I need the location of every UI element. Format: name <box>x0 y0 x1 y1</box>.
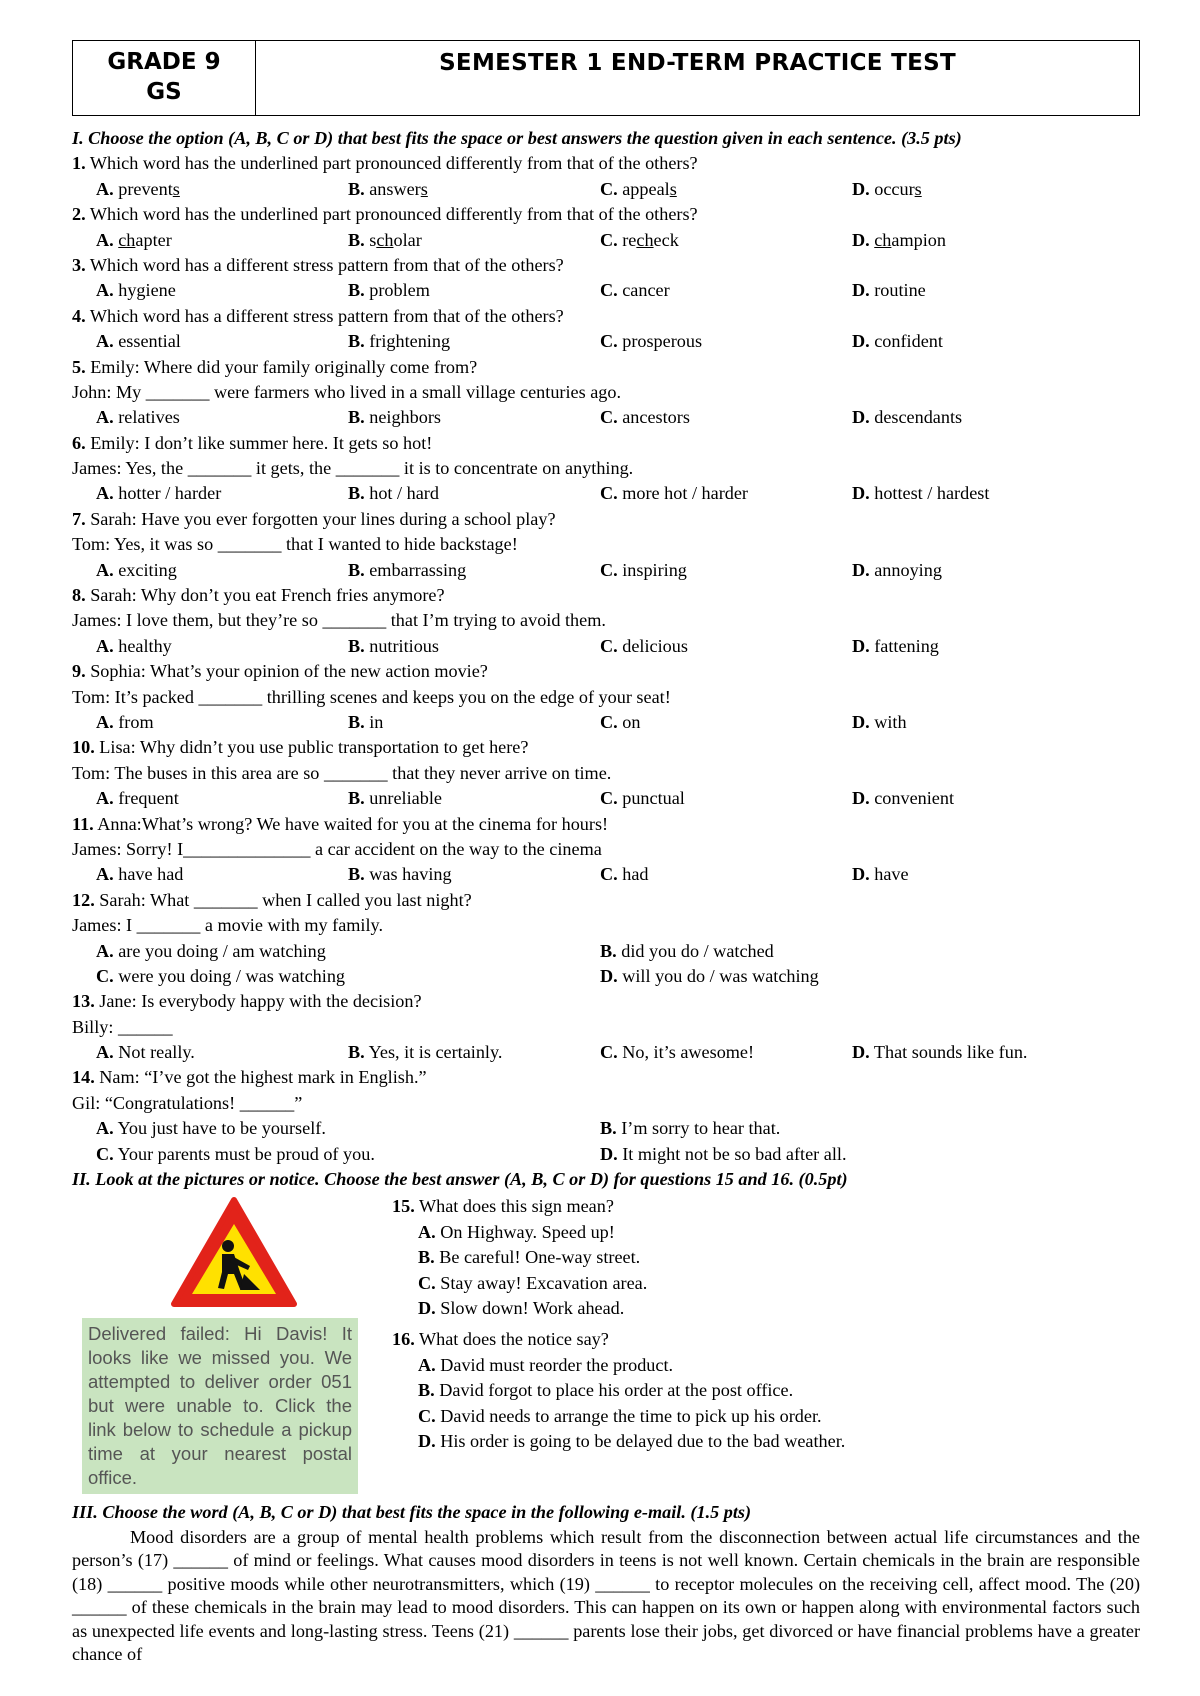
option-label: C. <box>600 229 618 250</box>
options-row <box>72 177 1140 202</box>
header-table <box>72 40 1140 116</box>
answer-option: C. ancestors <box>600 407 690 428</box>
option-label: C. <box>600 483 618 504</box>
underlined-part: ch <box>636 229 654 250</box>
option-label: A. <box>96 280 114 301</box>
options-row <box>72 329 1140 354</box>
road-work-sign-icon <box>170 1196 298 1308</box>
options-row <box>72 228 1140 253</box>
question-number: 3. <box>72 254 86 275</box>
dialogue-line: Tom: It’s packed _______ thrilling scenes and keeps you on the edge of your seat! <box>72 686 671 707</box>
question-number: 14. <box>72 1067 95 1088</box>
option-label: B. <box>348 788 365 809</box>
answer-option: B. Yes, it is certainly. <box>348 1042 503 1063</box>
option-label: D. <box>852 407 870 428</box>
option-label: C. <box>600 711 618 732</box>
answer-option: B. answers <box>348 178 428 199</box>
option-label: B. <box>348 559 365 580</box>
answer-option: B. unreliable <box>348 788 442 809</box>
option-label: C. <box>600 178 618 199</box>
option-label: A. <box>96 1042 114 1063</box>
answer-option: B. was having <box>348 864 452 885</box>
option-label: D. <box>852 178 870 199</box>
answer-option: D. Slow down! Work ahead. <box>418 1297 625 1318</box>
question-number: 9. <box>72 661 86 682</box>
option-label: C. <box>96 965 114 986</box>
option-label: A. <box>96 483 114 504</box>
section3-heading: III. Choose the word (A, B, C or D) that best fits the space in the following e-mail. (1.5 pts) <box>72 1502 752 1523</box>
options-row <box>72 939 1140 964</box>
question-number: 8. <box>72 585 86 606</box>
answer-option: D. have <box>852 864 909 885</box>
q15-number: 15. <box>392 1196 415 1217</box>
section2-images <box>72 1194 392 1494</box>
underlined-part: s <box>914 178 922 199</box>
q15-text: What does this sign mean? <box>418 1196 614 1217</box>
option-label: A. <box>96 788 114 809</box>
dialogue-line: James: Yes, the _______ it gets, the _______ it is to concentrate on anything. <box>72 458 634 479</box>
question-stem: 13. Jane: Is everybody happy with the decision? <box>72 991 422 1012</box>
questions-list <box>72 151 1140 1167</box>
option-label: C. <box>418 1405 436 1426</box>
option-label: C. <box>418 1272 436 1293</box>
question-stem: 11. Anna:What’s wrong? We have waited for you at the cinema for hours! <box>72 813 609 834</box>
answer-option: B. David forgot to place his order at the post office. <box>418 1380 794 1401</box>
question-number: 6. <box>72 432 86 453</box>
answer-option: D. routine <box>852 280 926 301</box>
question-stem: 12. Sarah: What _______ when I called you last night? <box>72 889 472 910</box>
answer-option: A. Not really. <box>96 1042 195 1063</box>
answer-option: D. hottest / hardest <box>852 483 990 504</box>
options-row <box>72 710 1140 735</box>
test-title: SEMESTER 1 END-TERM PRACTICE TEST <box>439 50 956 76</box>
answer-option: D. champion <box>852 229 946 250</box>
option-label: A. <box>96 635 114 656</box>
answer-option: C. No, it’s awesome! <box>600 1042 755 1063</box>
passage-text: Mood disorders are a group of mental health problems which result from the disconnection between actual life circumstances and the person’s (17) ______ of mind or feelings. What causes mood disorders in teens is not well known. Certain chemicals in the brain are responsible (18) ______ positive moods while other neurotransmitters, which (19) ______ to receptor molecules on the receiving cell, affect mood. The (20) ______ of these chemicals in the brain may lead to mood disorders. This can happen on its own or happen along with environmental factors such as unexpected life events and long-lasting stress. Teens (21) ______ parents lose their jobs, get divorced or have financial problems have a greater chance of <box>72 1526 1140 1665</box>
option-label: C. <box>600 788 618 809</box>
section2-questions <box>392 1194 1140 1494</box>
options-row <box>72 786 1140 811</box>
page <box>72 40 1140 1667</box>
answer-option: B. did you do / watched <box>600 940 774 961</box>
passage <box>72 1526 1140 1667</box>
option-label: A. <box>96 407 114 428</box>
option-label: B. <box>600 940 617 961</box>
answer-option: B. scholar <box>348 229 422 250</box>
question-number: 7. <box>72 508 86 529</box>
question-number: 11. <box>72 813 94 834</box>
answer-option: C. cancer <box>600 280 670 301</box>
section1-heading: I. Choose the option (A, B, C or D) that best fits the space or best answers the question given in each sentence. (3.5 pts) <box>72 128 962 148</box>
option-label: C. <box>600 635 618 656</box>
options-row <box>72 405 1140 430</box>
options-row <box>72 278 1140 303</box>
option-label: B. <box>348 280 365 301</box>
question-number: 4. <box>72 305 86 326</box>
option-label: D. <box>600 1143 618 1164</box>
option-label: A. <box>96 940 114 961</box>
section2 <box>72 1194 1140 1494</box>
q16-text: What does the notice say? <box>418 1329 609 1350</box>
question-number: 1. <box>72 153 86 174</box>
question-stem: 2. Which word has the underlined part pronounced differently from that of the others? <box>72 204 698 225</box>
option-label: B. <box>600 1118 617 1139</box>
option-label: B. <box>348 407 365 428</box>
option-label: A. <box>96 1118 114 1139</box>
answer-option: B. hot / hard <box>348 483 439 504</box>
option-label: D. <box>418 1430 436 1451</box>
options-row <box>72 634 1140 659</box>
option-label: B. <box>348 711 365 732</box>
answer-option: B. problem <box>348 280 430 301</box>
answer-option: C. Your parents must be proud of you. <box>96 1143 375 1164</box>
underlined-part: ch <box>874 229 892 250</box>
question-stem: 10. Lisa: Why didn’t you use public transportation to get here? <box>72 737 529 758</box>
answer-option: A. prevents <box>96 178 180 199</box>
dialogue-line: Tom: The buses in this area are so _______ that they never arrive on time. <box>72 762 612 783</box>
answer-option: C. prosperous <box>600 331 703 352</box>
answer-option: A. You just have to be yourself. <box>96 1118 326 1139</box>
question-stem: 8. Sarah: Why don’t you eat French fries anymore? <box>72 585 445 606</box>
option-label: B. <box>348 331 365 352</box>
answer-option: C. on <box>600 711 641 732</box>
answer-option: A. David must reorder the product. <box>418 1354 674 1375</box>
dialogue-line: James: I _______ a movie with my family. <box>72 915 383 936</box>
answer-option: C. Stay away! Excavation area. <box>418 1272 648 1293</box>
grade-line1: GRADE 9 <box>107 49 221 75</box>
option-label: D. <box>852 483 870 504</box>
question-stem: 6. Emily: I don’t like summer here. It gets so hot! <box>72 432 433 453</box>
option-label: D. <box>852 280 870 301</box>
answer-option: A. On Highway. Speed up! <box>418 1221 615 1242</box>
option-label: B. <box>418 1247 435 1268</box>
answer-option: C. more hot / harder <box>600 483 748 504</box>
option-label: D. <box>852 559 870 580</box>
answer-option: D. confident <box>852 331 943 352</box>
answer-option: C. were you doing / was watching <box>96 965 346 986</box>
question-number: 2. <box>72 204 86 225</box>
answer-option: C. had <box>600 864 649 885</box>
underlined-part: s <box>172 178 180 199</box>
answer-option: D. annoying <box>852 559 942 580</box>
dialogue-line: James: I love them, but they’re so _______ that I’m trying to avoid them. <box>72 610 606 631</box>
answer-option: D. fattening <box>852 635 939 656</box>
option-label: C. <box>600 864 618 885</box>
answer-option: C. inspiring <box>600 559 687 580</box>
option-label: B. <box>348 483 365 504</box>
question-stem: 4. Which word has a different stress pattern from that of the others? <box>72 305 564 326</box>
answer-option: C. recheck <box>600 229 679 250</box>
options-row <box>72 1142 1140 1167</box>
dialogue-line: John: My _______ were farmers who lived in a small village centuries ago. <box>72 381 622 402</box>
question-stem: 7. Sarah: Have you ever forgotten your lines during a school play? <box>72 508 556 529</box>
content <box>72 126 1140 1667</box>
question-number: 10. <box>72 737 95 758</box>
answer-option: B. in <box>348 711 384 732</box>
option-label: B. <box>348 178 365 199</box>
answer-option: D. convenient <box>852 788 955 809</box>
question-number: 5. <box>72 356 86 377</box>
answer-option: B. I’m sorry to hear that. <box>600 1118 781 1139</box>
answer-option: D. It might not be so bad after all. <box>600 1143 847 1164</box>
answer-option: A. from <box>96 711 154 732</box>
answer-option: A. hotter / harder <box>96 483 222 504</box>
answer-option: C. appeals <box>600 178 677 199</box>
answer-option: B. embarrassing <box>348 559 467 580</box>
underlined-part: s <box>420 178 428 199</box>
answer-option: A. have had <box>96 864 184 885</box>
answer-option: C. David needs to arrange the time to pick up his order. <box>418 1405 822 1426</box>
answer-option: C. delicious <box>600 635 688 656</box>
option-label: D. <box>852 635 870 656</box>
option-label: C. <box>96 1143 114 1164</box>
underlined-part: ch <box>376 229 394 250</box>
option-label: B. <box>348 864 365 885</box>
options-row <box>72 481 1140 506</box>
answer-option: A. essential <box>96 331 181 352</box>
answer-option: C. punctual <box>600 788 685 809</box>
option-label: D. <box>600 965 618 986</box>
answer-option: B. neighbors <box>348 407 441 428</box>
answer-option: A. are you doing / am watching <box>96 940 326 961</box>
options-row <box>72 862 1140 887</box>
option-label: A. <box>96 711 114 732</box>
grade-line2: GS <box>146 79 182 105</box>
answer-option: A. relatives <box>96 407 180 428</box>
answer-option: D. His order is going to be delayed due to the bad weather. <box>418 1430 846 1451</box>
options-row <box>72 1116 1140 1141</box>
option-label: A. <box>418 1354 436 1375</box>
option-label: A. <box>96 229 114 250</box>
options-row <box>72 1040 1140 1065</box>
question-stem: 14. Nam: “I’ve got the highest mark in English.” <box>72 1067 427 1088</box>
option-label: A. <box>418 1221 436 1242</box>
answer-option: B. nutritious <box>348 635 439 656</box>
option-label: D. <box>852 788 870 809</box>
option-label: D. <box>418 1297 436 1318</box>
question-stem: 5. Emily: Where did your family originally come from? <box>72 356 478 377</box>
option-label: C. <box>600 407 618 428</box>
option-label: C. <box>600 280 618 301</box>
question-stem: 9. Sophia: What’s your opinion of the new action movie? <box>72 661 488 682</box>
option-label: D. <box>852 711 870 732</box>
options-row <box>72 558 1140 583</box>
section2-heading: II. Look at the pictures or notice. Choose the best answer (A, B, C or D) for questions 15 and 16. (0.5pt) <box>72 1169 848 1190</box>
answer-option: D. occurs <box>852 178 922 199</box>
option-label: B. <box>348 229 365 250</box>
delivery-notice: Delivered failed: Hi Davis! It looks like we missed you. We attempted to deliver order 051 but were unable to. Click the link below to schedule a pickup time at your nearest postal office. <box>82 1318 358 1494</box>
answer-option: B. Be careful! One-way street. <box>418 1247 641 1268</box>
option-label: C. <box>600 331 618 352</box>
option-label: B. <box>348 1042 365 1063</box>
options-row <box>72 964 1140 989</box>
question-number: 12. <box>72 889 95 910</box>
option-label: D. <box>852 1042 870 1063</box>
underlined-part: s <box>669 178 677 199</box>
answer-option: A. hygiene <box>96 280 176 301</box>
answer-option: B. frightening <box>348 331 451 352</box>
option-label: A. <box>96 178 114 199</box>
option-label: B. <box>418 1380 435 1401</box>
option-label: C. <box>600 559 618 580</box>
answer-option: D. descendants <box>852 407 963 428</box>
dialogue-line: James: Sorry! I______________ a car accident on the way to the cinema <box>72 838 602 859</box>
dialogue-line: Tom: Yes, it was so _______ that I wanted to hide backstage! <box>72 534 518 555</box>
question-stem: 3. Which word has a different stress pattern from that of the others? <box>72 254 564 275</box>
underlined-part: ch <box>118 229 136 250</box>
question-number: 13. <box>72 991 95 1012</box>
question-stem: 1. Which word has the underlined part pronounced differently from that of the others? <box>72 153 698 174</box>
answer-option: A. frequent <box>96 788 179 809</box>
dialogue-line: Gil: “Congratulations! ______” <box>72 1092 303 1113</box>
option-label: D. <box>852 229 870 250</box>
dialogue-line: Billy: ______ <box>72 1016 173 1037</box>
answer-option: D. with <box>852 711 907 732</box>
answer-option: A. exciting <box>96 559 177 580</box>
answer-option: D. That sounds like fun. <box>852 1042 1028 1063</box>
grade-cell <box>73 41 256 115</box>
option-label: A. <box>96 864 114 885</box>
option-label: D. <box>852 864 870 885</box>
answer-option: A. healthy <box>96 635 172 656</box>
option-label: A. <box>96 331 114 352</box>
option-label: B. <box>348 635 365 656</box>
q16-number: 16. <box>392 1329 415 1350</box>
answer-option: A. chapter <box>96 229 172 250</box>
option-label: C. <box>600 1042 618 1063</box>
answer-option: D. will you do / was watching <box>600 965 819 986</box>
option-label: A. <box>96 559 114 580</box>
option-label: D. <box>852 331 870 352</box>
